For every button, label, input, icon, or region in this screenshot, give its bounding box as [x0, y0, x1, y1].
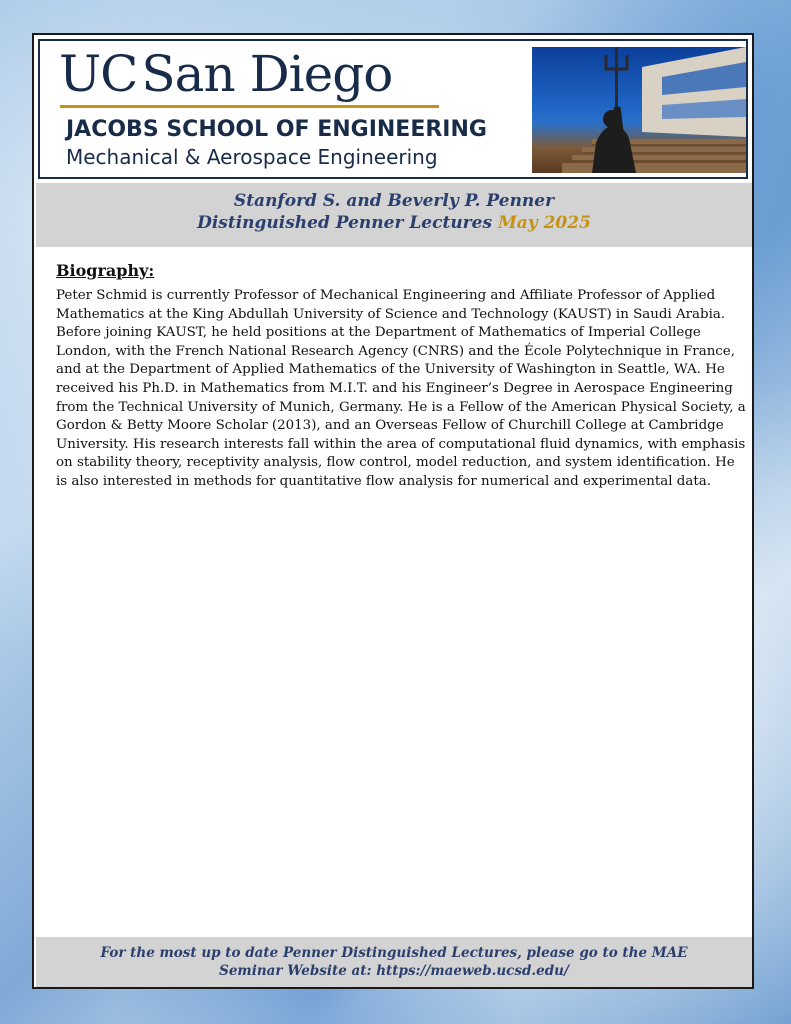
school-name: JACOBS SCHOOL OF ENGINEERING	[66, 117, 487, 142]
lecture-date: May 2025	[497, 213, 591, 233]
biography-heading: Biography:	[56, 261, 155, 280]
photo-illustration	[532, 47, 746, 173]
biography-text: Peter Schmid is currently Professor of Mechanical Engineering and Affiliate Professor of Applied Mathematics at the King Abdullah University of Science and Technology (KAUST) in Saudi Arabia. Before joining KAUST, he held positions at the Department of Mathematics of Imperial College London, with the French National Research Agency (CNRS) and the École Polytechnique in France, and at the Department of Applied Mathematics of the University of Washington in Seattle, WA. He received his Ph.D. in Mathematics from M.I.T. and his Engineer’s Degree in Aerospace Engineering from the Technical University of Munich, Germany. He is a Fellow of the American Physical Society, a Gordon & Betty Moore Scholar (2013), and an Overseas Fellow of Churchill College at Cambridge University. His research interests fall within the area of computational fluid dynamics, with emphasis on stability theory, receptivity analysis, flow control, model reduction, and system identification. He is also interested in methods for quantitative flow analysis for numerical and experimental data.	[56, 288, 746, 489]
footer-line1: For the most up to date Penner Distinguished Lectures, please go to the MAE	[100, 945, 688, 961]
lecture-series-name: Distinguished Penner Lectures	[197, 213, 493, 233]
footer-band	[36, 937, 752, 987]
logo-gold-rule	[60, 105, 439, 108]
lecture-title-line2	[36, 213, 752, 233]
trident-statue-photo	[532, 47, 746, 173]
ucsd-logo	[59, 43, 392, 105]
department-name: Mechanical & Aerospace Engineering	[66, 145, 438, 169]
lecture-title-band	[36, 183, 752, 247]
footer-line2: Seminar Website at: https://maeweb.ucsd.edu/	[219, 963, 569, 979]
page-frame	[32, 33, 754, 989]
logo-uc-text: UC	[59, 45, 138, 103]
logo-sandiego-text: San Diego	[141, 45, 393, 103]
lecture-title-line1: Stanford S. and Beverly P. Penner	[233, 191, 555, 211]
header	[38, 39, 748, 179]
